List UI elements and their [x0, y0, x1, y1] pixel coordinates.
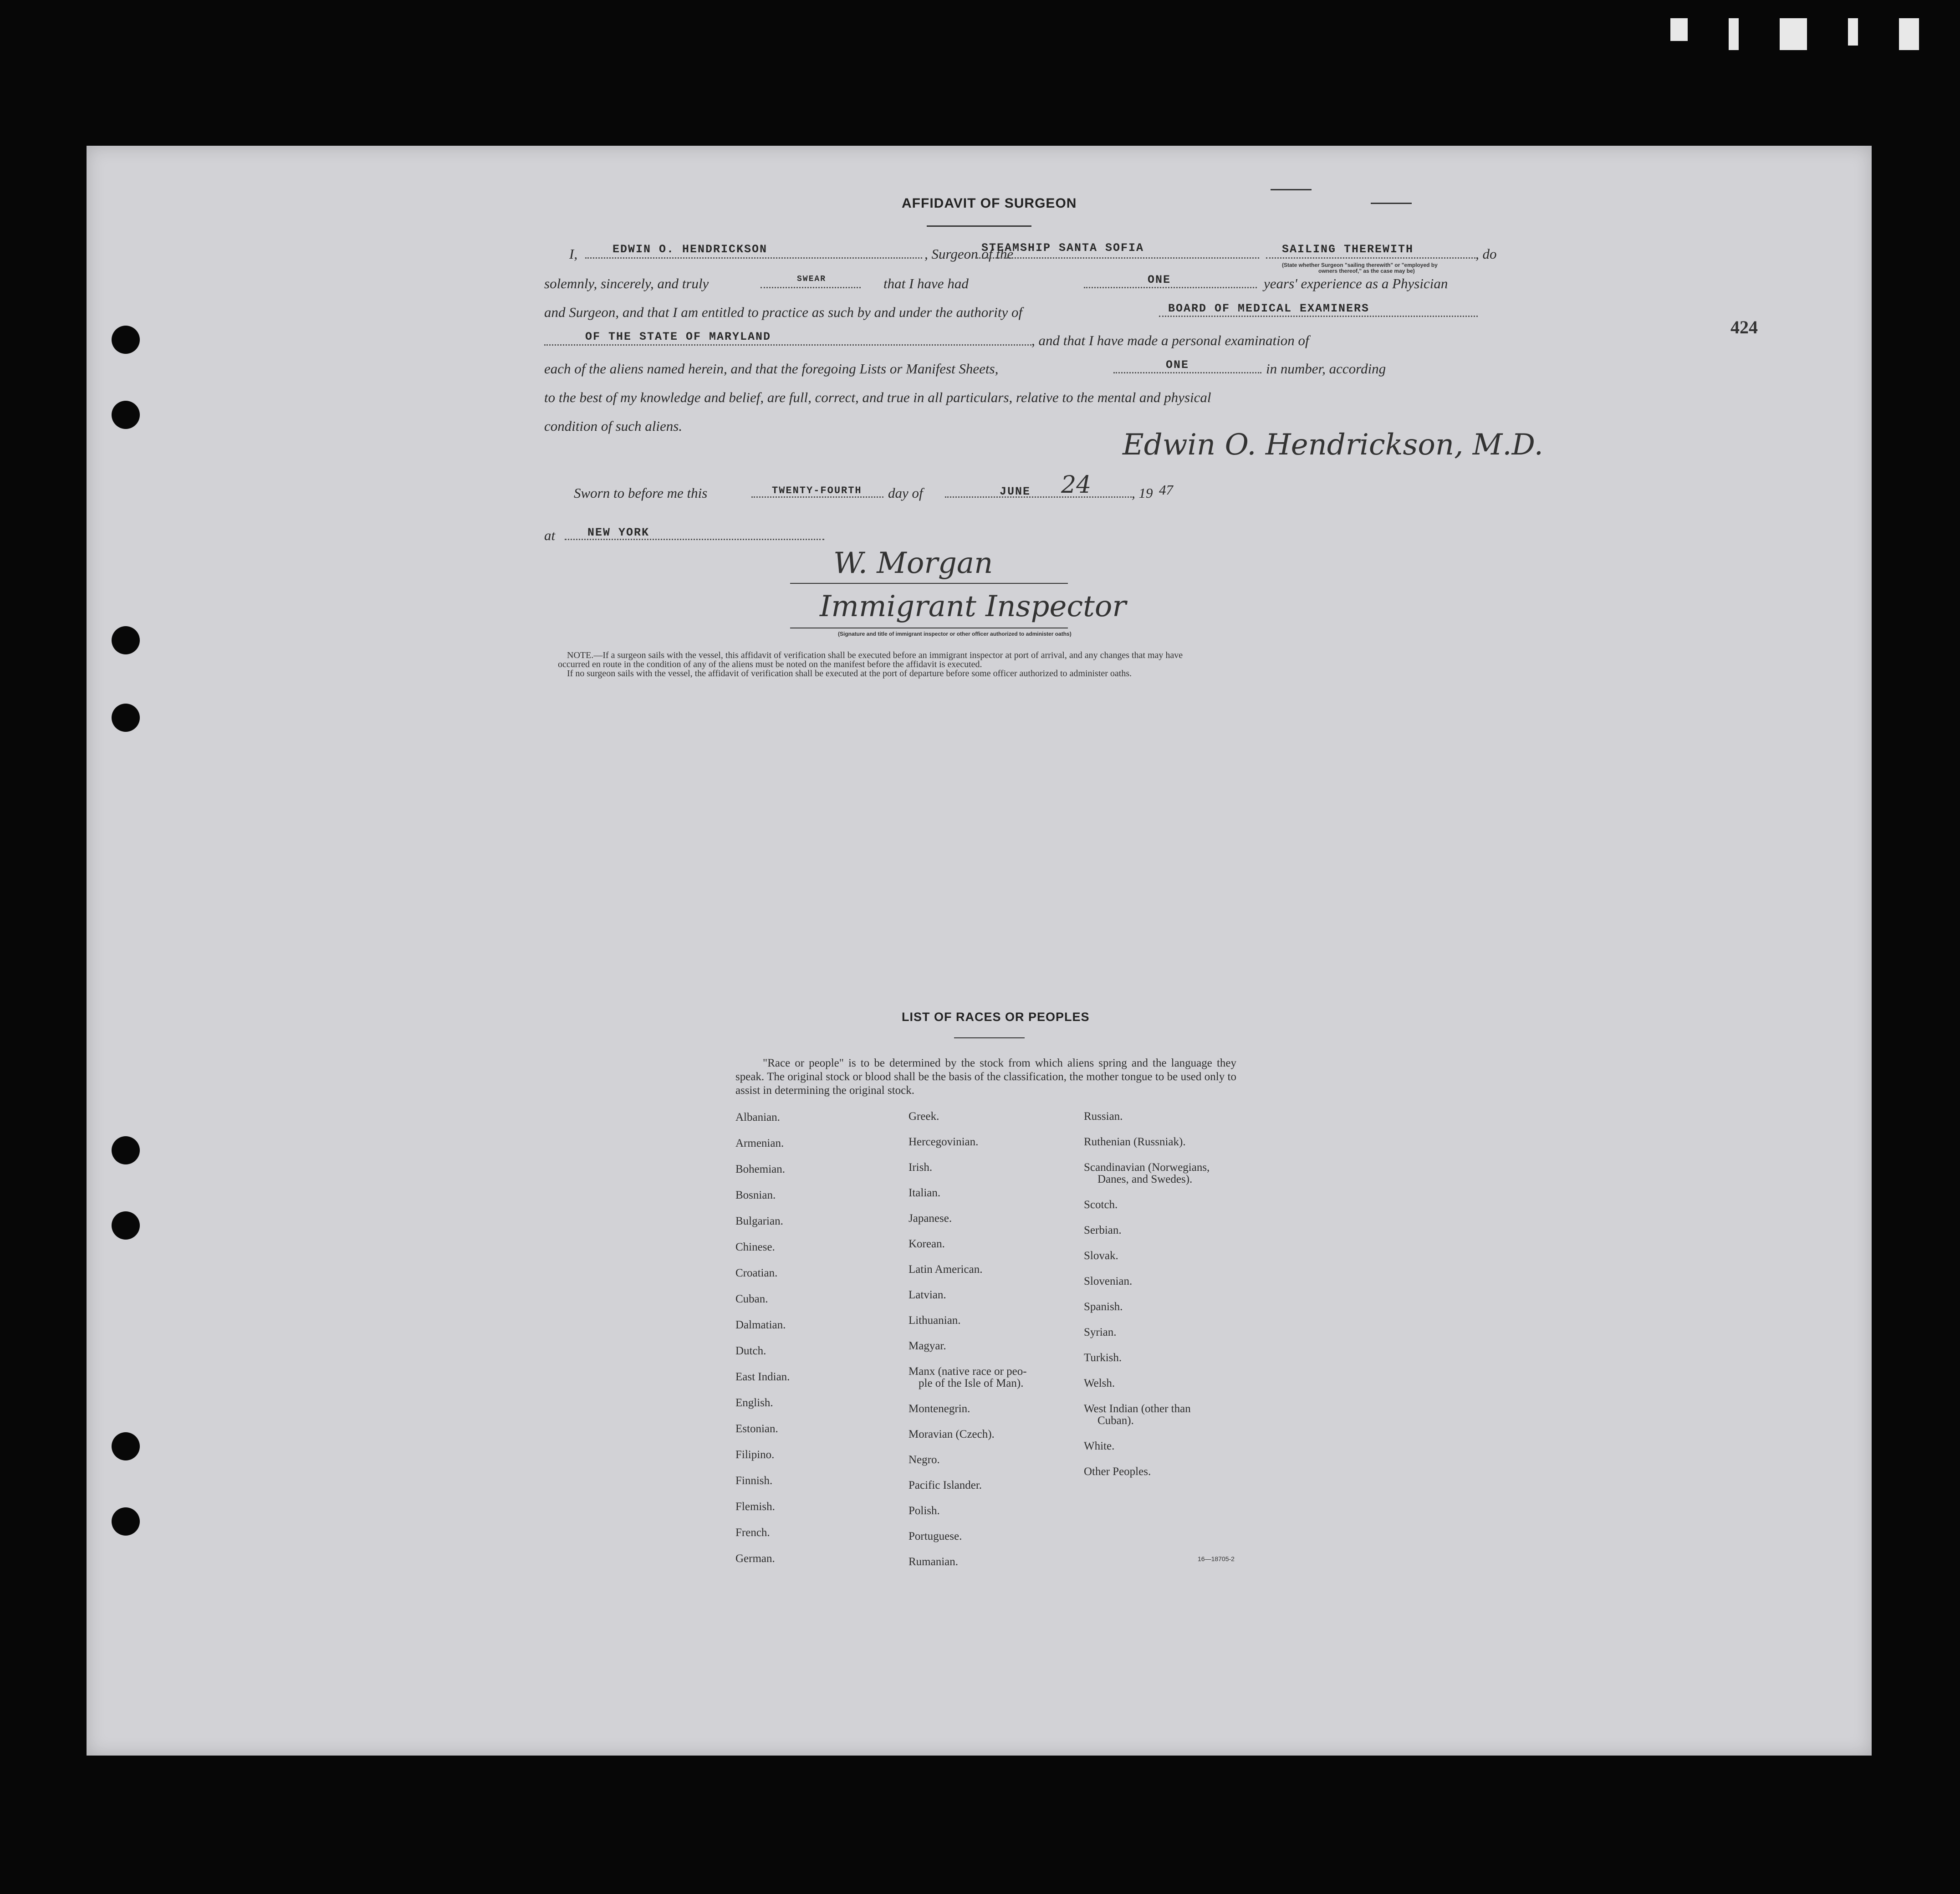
affidavit-text: Sworn to before me this [574, 485, 708, 501]
race-item: East Indian. [735, 1371, 790, 1383]
oath-word: SWEAR [797, 275, 827, 284]
race-item: Slovak. [1084, 1250, 1118, 1262]
race-item: Dutch. [735, 1345, 766, 1357]
vessel-name: STEAMSHIP SANTA SOFIA [981, 241, 1144, 255]
punch-hole [112, 1136, 140, 1164]
race-item: Filipino. [735, 1449, 775, 1461]
race-item: Bohemian. [735, 1163, 786, 1175]
race-item: Welsh. [1084, 1377, 1115, 1389]
race-item: Pacific Islander. [909, 1479, 982, 1491]
race-item: Other Peoples. [1084, 1465, 1151, 1478]
affidavit-text: , do [1475, 246, 1497, 262]
race-item: Chinese. [735, 1241, 775, 1253]
sworn-day: TWENTY-FOURTH [772, 485, 862, 496]
race-item: Turkish. [1084, 1352, 1122, 1364]
note-line: NOTE.—If a surgeon sails with the vessel, this affidavit of verification shall be executed before an immigrant inspector at port of arrival, and any changes that may have [567, 650, 1183, 660]
punch-hole [112, 401, 140, 429]
licensing-authority-cont: OF THE STATE OF MARYLAND [585, 330, 771, 343]
race-item: Albanian. [735, 1111, 780, 1123]
race-item: Polish. [909, 1505, 940, 1517]
sworn-place: NEW YORK [587, 526, 650, 539]
affidavit-text: I, [569, 246, 578, 262]
races-intro: "Race or people" is to be determined by the stock from which aliens spring and the language they speak. The original stock or blood shall be the basis of the classification, the mother tongue to be used only to assist in determining the original stock. [735, 1057, 1236, 1097]
race-item: Latvian. [909, 1289, 946, 1301]
affidavit-text: day of [888, 485, 923, 501]
note-line: If no surgeon sails with the vessel, the affidavit of verification shall be executed at the port of departure before some officer authorized to administer oaths. [567, 669, 1132, 679]
affidavit-text: in number, according [1266, 361, 1386, 377]
race-item: Negro. [909, 1454, 940, 1466]
race-item: Slovenian. [1084, 1275, 1133, 1287]
race-item: Rumanian. [909, 1556, 959, 1568]
race-item: Danes, and Swedes). [1097, 1173, 1193, 1185]
punch-hole [112, 1432, 140, 1460]
header-rule [1371, 203, 1412, 204]
affidavit-text: at [544, 527, 556, 543]
race-item: Moravian (Czech). [909, 1428, 995, 1440]
form-code: 16—18705-2 [1198, 1555, 1235, 1562]
race-item: Cuban). [1097, 1414, 1134, 1427]
race-item: White. [1084, 1440, 1115, 1452]
affidavit-text: years' experience as a Physician [1264, 276, 1448, 291]
race-item: Flemish. [735, 1501, 775, 1513]
handwritten-date: 24 [1061, 471, 1092, 499]
handwritten-year: 47 [1159, 482, 1173, 498]
film-frame-marks [1670, 18, 1919, 50]
note-line: occurred en route in the condition of any of the aliens must be noted on the manifest before the affidavit is executed. [558, 659, 982, 669]
officer-title: Immigrant Inspector [820, 590, 1126, 623]
race-item: Korean. [909, 1238, 945, 1250]
race-item: Latin American. [909, 1263, 983, 1276]
race-item: Scotch. [1084, 1199, 1118, 1211]
affidavit-text: condition of such aliens. [544, 418, 683, 434]
sailing-note: owners thereof," as the case may be) [1318, 268, 1415, 274]
races-title: LIST OF RACES OR PEOPLES [902, 1010, 1090, 1024]
race-item: Irish. [909, 1161, 933, 1174]
race-item: Finnish. [735, 1475, 773, 1487]
affidavit-text: solemnly, sincerely, and truly [544, 276, 709, 291]
race-item: ple of the Isle of Man). [919, 1377, 1024, 1389]
punch-hole [112, 1507, 140, 1536]
race-item: Cuban. [735, 1293, 768, 1305]
race-item: Croatian. [735, 1267, 778, 1279]
race-item: German. [735, 1552, 775, 1565]
race-item: Lithuanian. [909, 1314, 961, 1327]
title-underline [927, 225, 1031, 227]
race-item: Serbian. [1084, 1224, 1122, 1236]
affidavit-text: , 19 [1132, 485, 1153, 501]
affidavit-text: , and that I have made a personal examination of [1031, 332, 1309, 348]
punch-hole [112, 1211, 140, 1240]
race-item: Dalmatian. [735, 1319, 786, 1331]
licensing-authority: BOARD OF MEDICAL EXAMINERS [1168, 302, 1370, 315]
race-item: Ruthenian (Russniak). [1084, 1136, 1186, 1148]
signature-caption: (Signature and title of immigrant inspector or other officer authorized to administer oaths) [838, 631, 1072, 637]
race-item: English. [735, 1397, 773, 1409]
race-item: Portuguese. [909, 1530, 962, 1542]
punch-hole [112, 626, 140, 654]
race-item: Spanish. [1084, 1301, 1123, 1313]
race-item: Greek. [909, 1110, 939, 1123]
signature-line [790, 583, 1068, 584]
affidavit-title: AFFIDAVIT OF SURGEON [902, 196, 1077, 211]
affidavit-text: and Surgeon, and that I am entitled to practice as such by and under the authority of [544, 304, 1023, 320]
affidavit-text: that I have had [883, 276, 969, 291]
race-item: Bosnian. [735, 1189, 776, 1201]
race-item: West Indian (other than [1084, 1403, 1191, 1415]
header-rule [1271, 189, 1312, 190]
surgeon-name: EDWIN O. HENDRICKSON [612, 243, 768, 256]
race-item: Hercegovinian. [909, 1136, 979, 1148]
race-item: Manx (native race or peo- [909, 1365, 1027, 1378]
manifest-sheet-count: ONE [1166, 358, 1189, 372]
race-item: Italian. [909, 1187, 941, 1199]
races-title-underline [954, 1037, 1025, 1038]
page-number: 424 [1730, 317, 1758, 337]
officer-signature: W. Morgan [833, 546, 993, 580]
race-item: Estonian. [735, 1423, 778, 1435]
race-item: Magyar. [909, 1340, 946, 1352]
sworn-month: JUNE [1000, 485, 1031, 498]
punch-hole [112, 326, 140, 354]
years-experience: ONE [1148, 273, 1171, 286]
affidavit-text: to the best of my knowledge and belief, are full, correct, and true in all particulars, relative to the mental and physical [544, 389, 1211, 405]
surgeon-signature: Edwin O. Hendrickson, M.D. [1123, 428, 1543, 462]
affidavit-text: each of the aliens named herein, and that the foregoing Lists or Manifest Sheets, [544, 361, 999, 377]
sailing-status: SAILING THEREWITH [1282, 243, 1414, 256]
affidavit-text: , Surgeon of the [924, 246, 1014, 262]
race-item: Montenegrin. [909, 1403, 970, 1415]
punch-hole [112, 704, 140, 732]
race-item: Armenian. [735, 1137, 784, 1149]
race-item: Russian. [1084, 1110, 1123, 1123]
sailing-note: (State whether Surgeon "sailing therewith" or "employed by [1282, 262, 1438, 268]
race-item: French. [735, 1526, 770, 1539]
race-item: Scandinavian (Norwegians, [1084, 1161, 1210, 1174]
race-item: Japanese. [909, 1212, 952, 1225]
manifest-page [87, 146, 1872, 1756]
race-item: Syrian. [1084, 1326, 1117, 1338]
race-item: Bulgarian. [735, 1215, 783, 1227]
